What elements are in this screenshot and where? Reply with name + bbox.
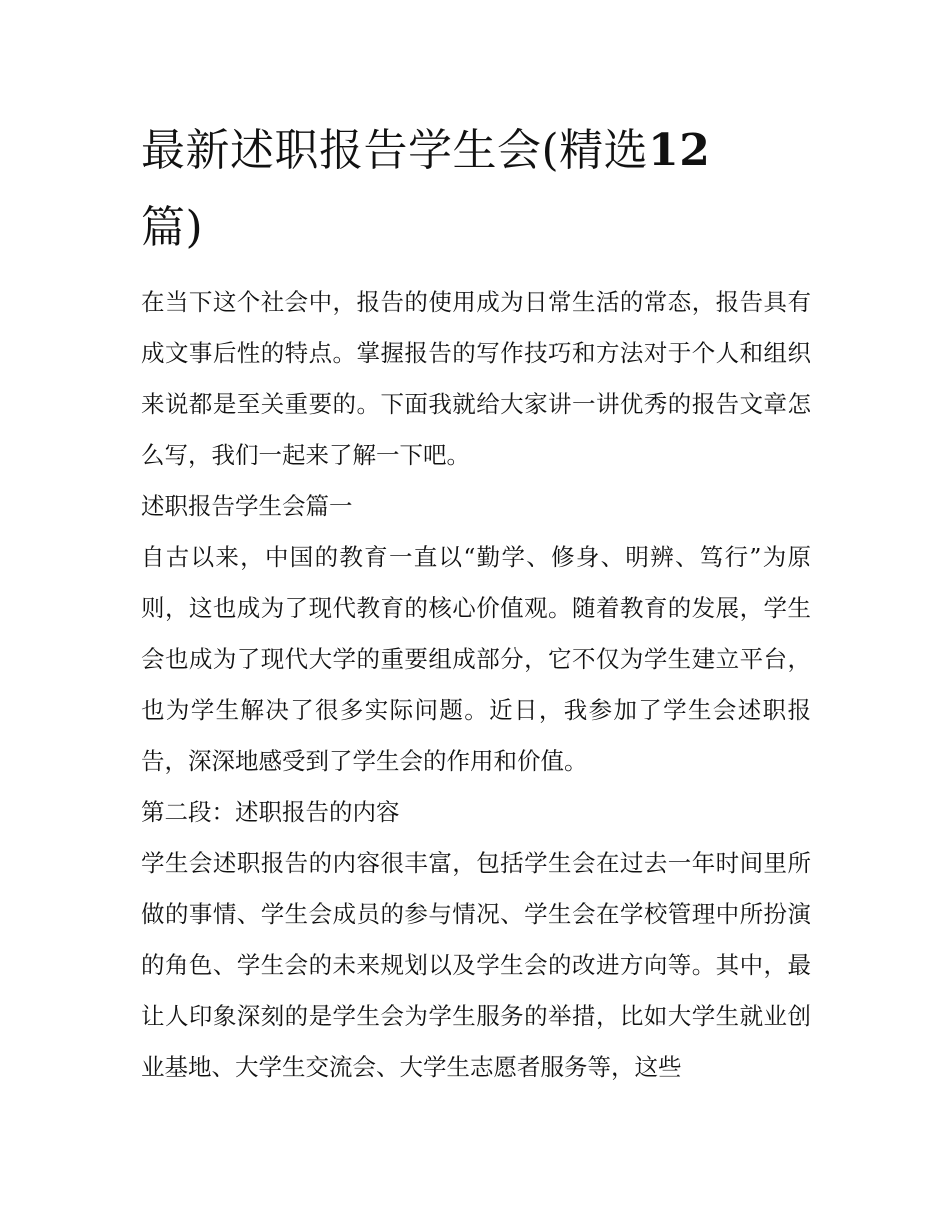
document-body	[141, 112, 811, 1093]
body-paragraph: 学生会述职报告的内容很丰富，包括学生会在过去一年时间里所做的事情、学生会成员的参与情况、学生会在学校管理中所扮演的角色、学生会的未来规划以及学生会的改进方向等。其中，最让人印象深刻的是学生会为学生服务的举措，比如大学生就业创业基地、大学生交流会、大学生志愿者服务等，这些	[141, 849, 811, 1081]
section-heading: 述职报告学生会篇一	[141, 492, 353, 520]
body-paragraph: 自古以来，中国的教育一直以“勤学、修身、明辨、笃行”为原则，这也成为了现代教育的核心价值观。随着教育的发展，学生会也成为了现代大学的重要组成部分，它不仅为学生建立平台，也为学生解决了很多实际问题。近日，我参加了学生会述职报告，深深地感受到了学生会的作用和价值。	[141, 543, 811, 775]
document-title	[141, 112, 811, 266]
section-heading: 第二段：述职报告的内容	[141, 798, 400, 826]
intro-paragraph: 在当下这个社会中，报告的使用成为日常生活的常态，报告具有成文事后性的特点。掌握报告的写作技巧和方法对于个人和组织来说都是至关重要的。下面我就给大家讲一讲优秀的报告文章怎么写，我们一起来了解一下吧。	[141, 288, 811, 469]
title-prefix: 最新述职报告学生会(精选	[141, 125, 649, 176]
title-suffix: 篇)	[141, 202, 204, 253]
title-number: 12	[648, 125, 711, 176]
